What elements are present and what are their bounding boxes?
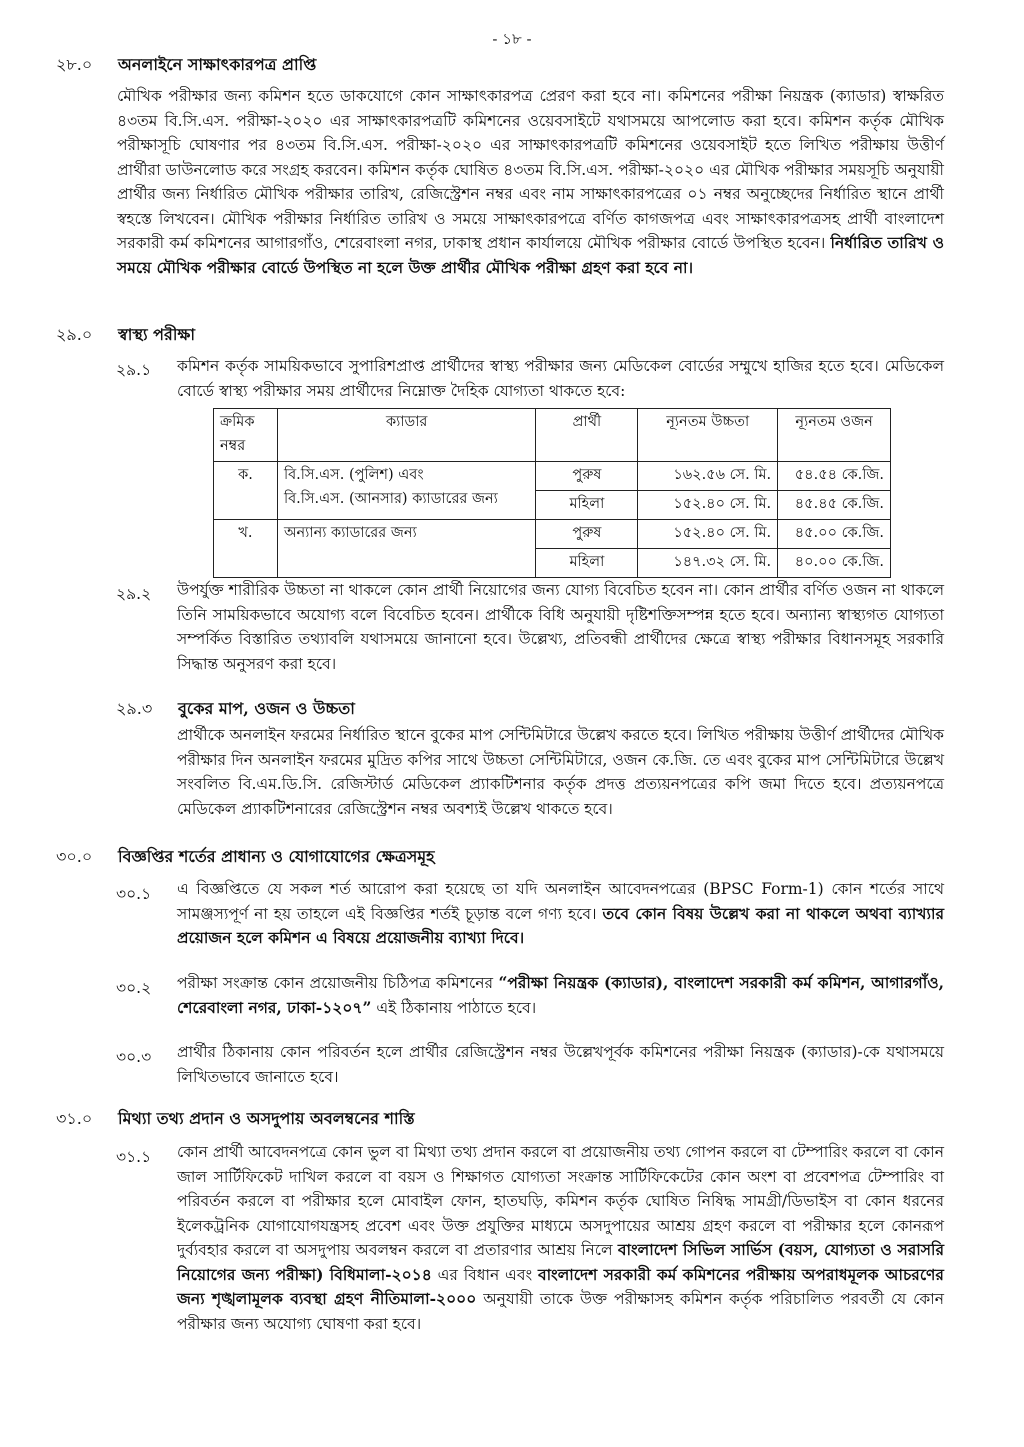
policy-name-bold: বাংলাদেশ সরকারী কর্ম কমিশনের পরীক্ষায় অপরাধমূলক আচরণের জন্য শৃঙ্খলামূলক ব্যবস্থা গ্রহণ নীতিমালা-২০০০	[177, 1264, 944, 1308]
table-cell-height: ১৬২.৫৬ সে. মি.	[638, 462, 778, 491]
table-row	[214, 520, 891, 549]
subsection-29-2-text: উপর্যুক্ত শারীরিক উচ্চতা না থাকলে কোন প্রার্থী নিয়োগের জন্য যোগ্য বিবেচিত হবেন না। কোন প্রার্থীর বর্ণিত ওজন না থাকলে তিনি সাময়িকভাবে অযোগ্য বলে বিবেচিত হবেন। প্রার্থীকে বিধি অনুযায়ী দৃষ্টিশক্তিসম্পন্ন হতে হবে। অন্যান্য স্বাস্থ্যগত যোগ্যতা সম্পর্কিত বিস্তারিত তথ্যাবলি যথাসময়ে জানানো হবে। উল্লেখ্য, প্রতিবন্ধী প্রার্থীদের ক্ষেত্রে স্বাস্থ্য পরীক্ষার বিধানসমূহ সরকারি সিদ্ধান্ত অনুসরণ করা হবে।	[177, 581, 944, 673]
subsection-31-1-text	[177, 1140, 944, 1336]
cadre-line: বি.সি.এস. (আনসার) ক্যাডারের জন্য	[283, 491, 498, 507]
rule-name-bold: বাংলাদেশ সিভিল সার্ভিস (বয়স, যোগ্যতা ও সরাসরি নিয়োগের জন্য পরীক্ষা) বিধিমালা-২০১৪	[177, 1240, 944, 1284]
cadre-line: বি.সি.এস. (পুলিশ) এবং	[283, 467, 424, 483]
table-header: ক্যাডার	[277, 409, 536, 462]
table-cell-cadre	[277, 462, 536, 520]
section-title: অনলাইনে সাক্ষাৎকারপত্র প্রাপ্তি	[118, 55, 317, 74]
subsection-30-3-number: ৩০.৩	[116, 1048, 152, 1066]
page-number: - ১৮ -	[492, 30, 532, 48]
subsection-29-1-number: ২৯.১	[116, 361, 152, 379]
section-number: ৩০.০	[56, 847, 93, 866]
subsection-30-2-number: ৩০.২	[116, 979, 152, 997]
paragraph-bold-text: তবে কোন বিষয় উল্লেখ করা না থাকলে অথবা ব্যাখ্যার প্রয়োজন হলে কমিশন এ বিষয়ে প্রয়োজনীয় ব্যাখ্যা দিবে।	[177, 903, 944, 947]
paragraph-text: কোন প্রার্থী আবেদনপত্রে কোন ভুল বা মিথ্যা তথ্য প্রদান করলে বা প্রয়োজনীয় তথ্য গোপন করলে বা টেম্পারিং করলে বা কোন জাল সার্টিফিকেট দাখিল করলে বা বয়স ও শিক্ষাগত যোগ্যতা সংক্রান্ত সার্টিফিকেটের কোন অংশ বা প্রবেশপত্র টেম্পারিং বা পরিবর্তন করলে বা পরীক্ষার হলে মোবাইল ফোন, হাতঘড়ি, কমিশন কর্তৃক ঘোষিত নিষিদ্ধ সামগ্রী/ডিভাইস বা কোন ধরনের ইলেকট্রনিক যোগাযোগযন্ত্রসহ প্রবেশ এবং উক্ত প্রযুক্তির মাধ্যমে অসদুপায়ের আশ্রয় গ্রহণ করলে বা পরীক্ষার হলে কোনরূপ দুর্ব্যবহার করলে বা অসদুপায় অবলম্বন করলে বা প্রতারণার আশ্রয় নিলে	[177, 1143, 944, 1259]
section-28-body	[117, 84, 944, 280]
subsection-30-3-text: প্রার্থীর ঠিকানায় কোন পরিবর্তন হলে প্রার্থীর রেজিস্ট্রেশন নম্বর উল্লেখপূর্বক কমিশনের পরীক্ষা নিয়ন্ত্রক (ক্যাডার)-কে যথাসময়ে লিখিতভাবে জানাতে হবে।	[177, 1043, 944, 1086]
address-bold-text: “পরীক্ষা নিয়ন্ত্রক (ক্যাডার), বাংলাদেশ সরকারী কর্ম কমিশন, আগারগাঁও, শেরেবাংলা নগর, ঢাকা-১২০৭”	[177, 973, 944, 1017]
table-cell-height: ১৪৭.৩২ সে. মি.	[638, 549, 778, 578]
table-cell-weight: ৫৪.৫৪ কে.জি.	[778, 462, 891, 491]
subsection-29-2-number: ২৯.২	[116, 585, 152, 603]
table-cell-candidate: পুরুষ	[536, 520, 638, 549]
subsection-29-3-heading	[116, 696, 355, 723]
paragraph-text: পরীক্ষা সংক্রান্ত কোন প্রয়োজনীয় চিঠিপত্র কমিশনের	[177, 974, 494, 992]
section-31-heading	[56, 1106, 415, 1133]
paragraph-bold-text: নির্ধারিত তারিখ ও সময়ে মৌখিক পরীক্ষার বোর্ডে উপস্থিত না হলে উক্ত প্রার্থীর মৌখিক পরীক্ষা গ্রহণ করা হবে না।	[117, 233, 944, 277]
subsection-30-2-text	[177, 971, 944, 1020]
subsection-31-1-number: ৩১.১	[116, 1148, 152, 1166]
section-number: ২৯.০	[56, 325, 93, 344]
section-number: ৩১.০	[56, 1109, 93, 1128]
table-cell-candidate: পুরুষ	[536, 462, 638, 491]
table-cell-serial: খ.	[214, 520, 278, 578]
table-cell-weight: ৪৫.০০ কে.জি.	[778, 520, 891, 549]
table-cell-serial: ক.	[214, 462, 278, 520]
paragraph-text: অনুযায়ী তাকে উক্ত পরীক্ষাসহ কমিশন কর্তৃক পরিচালিত পরবর্তী যে কোন পরীক্ষার জন্য অযোগ্য ঘোষণা করা হবে।	[177, 1290, 944, 1333]
table-cell-weight: ৪৫.৪৫ কে.জি.	[778, 491, 891, 520]
section-title: স্বাস্থ্য পরীক্ষা	[118, 325, 196, 344]
table-cell-candidate: মহিলা	[536, 491, 638, 520]
section-title: বিজ্ঞপ্তির শর্তের প্রাধান্য ও যোগাযোগের ক্ষেত্রসমূহ	[118, 847, 435, 866]
table-cell-height: ১৫২.৪০ সে. মি.	[638, 520, 778, 549]
table-header: ন্যূনতম উচ্চতা	[638, 409, 778, 462]
physical-requirements-table	[213, 408, 891, 578]
subsection-29-3-text: প্রার্থীকে অনলাইন ফরমের নির্ধারিত স্থানে বুকের মাপ সেন্টিমিটারে উল্লেখ করতে হবে। লিখিত পরীক্ষায় উত্তীর্ণ প্রার্থীদের মৌখিক পরীক্ষার দিন অনলাইন ফরমের মুদ্রিত কপির সাথে উচ্চতা সেন্টিমিটারে, ওজন কে.জি. তে এবং বুকের মাপ সেন্টিমিটারে উল্লেখ সংবলিত বি.এম.ডি.সি. রেজিস্টার্ড মেডিকেল প্র্যাকটিশনার কর্তৃক প্রদত্ত প্রত্যয়নপত্রের কপি জমা দিতে হবে। প্রত্যয়নপত্রে মেডিকেল প্র্যাকটিশনারের রেজিস্ট্রেশন নম্বর অবশ্যই উল্লেখ থাকতে হবে।	[177, 726, 944, 818]
table-header: প্রার্থী	[536, 409, 638, 462]
table-cell-weight: ৪০.০০ কে.জি.	[778, 549, 891, 578]
subsection-number: ২৯.৩	[116, 699, 153, 718]
subsection-title: বুকের মাপ, ওজন ও উচ্চতা	[178, 699, 355, 718]
section-28-heading	[56, 52, 316, 79]
subsection-29-1-text: কমিশন কর্তৃক সাময়িকভাবে সুপারিশপ্রাপ্ত প্রার্থীদের স্বাস্থ্য পরীক্ষার জন্য মেডিকেল বোর্ডের সম্মুখে হাজির হতে হবে। মেডিকেল বোর্ডে স্বাস্থ্য পরীক্ষার সময় প্রার্থীদের নিম্নোক্ত দৈহিক যোগ্যতা থাকতে হবে:	[177, 357, 944, 400]
table-header: ক্রমিক নম্বর	[214, 409, 278, 462]
paragraph-text: এর বিধান এবং	[437, 1265, 533, 1284]
section-30-heading	[56, 844, 435, 871]
section-29-heading	[56, 322, 195, 349]
subsection-30-1-number: ৩০.১	[116, 885, 152, 903]
table-cell-candidate: মহিলা	[536, 549, 638, 578]
paragraph-text: এই ঠিকানায় পাঠাতে হবে।	[376, 998, 537, 1017]
paragraph-text: এ বিজ্ঞপ্তিতে যে সকল শর্ত আরোপ করা হয়েছে তা যদি অনলাইন আবেদনপত্রের (BPSC Form-1) কোন শর্তের সাথে সামঞ্জস্যপূর্ণ না হয় তাহলে এই বিজ্ঞপ্তির শর্তই চূড়ান্ত বলে গণ্য হবে।	[177, 880, 944, 923]
table-row	[214, 462, 891, 491]
table-cell-height: ১৫২.৪০ সে. মি.	[638, 491, 778, 520]
table-header: ন্যূনতম ওজন	[778, 409, 891, 462]
section-title: মিথ্যা তথ্য প্রদান ও অসদুপায় অবলম্বনের শাস্তি	[118, 1109, 415, 1128]
paragraph-text: মৌখিক পরীক্ষার জন্য কমিশন হতে ডাকযোগে কোন সাক্ষাৎকারপত্র প্রেরণ করা হবে না। কমিশনের পরীক্ষা নিয়ন্ত্রক (ক্যাডার) স্বাক্ষরিত ৪৩তম বি.সি.এস. পরীক্ষা-২০২০ এর সাক্ষাৎকারপত্রটি কমিশনের ওয়েবসাইটে যথাসময়ে আপলোড করা হবে। কমিশন কর্তৃক মৌখিক পরীক্ষাসূচি ঘোষণার পর ৪৩তম বি.সি.এস. পরীক্ষা-২০২০ এর সাক্ষাৎকারপত্রটি কমিশনের ওয়েবসাইট হতে লিখিত পরীক্ষায় উত্তীর্ণ প্রার্থীরা ডাউনলোড করে সংগ্রহ করবেন। কমিশন কর্তৃক ঘোষিত ৪৩তম বি.সি.এস. পরীক্ষা-২০২০ এর মৌখিক পরীক্ষার সময়সূচি অনুযায়ী প্রার্থীর জন্য নির্ধারিত মৌখিক পরীক্ষার তারিখ, রেজিস্ট্রেশন নম্বর এবং নাম সাক্ষাৎকারপত্রের ০১ নম্বর অনুচ্ছেদের নির্ধারিত স্থানে প্রার্থী স্বহস্তে লিখবেন। মৌখিক পরীক্ষার নির্ধারিত তারিখ ও সময়ে সাক্ষাৎকারপত্রে বর্ণিত কাগজপত্র এবং সাক্ষাৎকারপত্রসহ প্রার্থী বাংলাদেশ সরকারী কর্ম কমিশনের আগারগাঁও, শেরেবাংলা নগর, ঢাকাস্থ প্রধান কার্যালয়ে মৌখিক পরীক্ষার বোর্ডে উপস্থিত হবেন।	[117, 87, 944, 252]
section-number: ২৮.০	[56, 55, 93, 74]
table-cell-cadre: অন্যান্য ক্যাডারের জন্য	[277, 520, 536, 578]
subsection-30-1-text	[177, 877, 944, 951]
table-header-row	[214, 409, 891, 462]
